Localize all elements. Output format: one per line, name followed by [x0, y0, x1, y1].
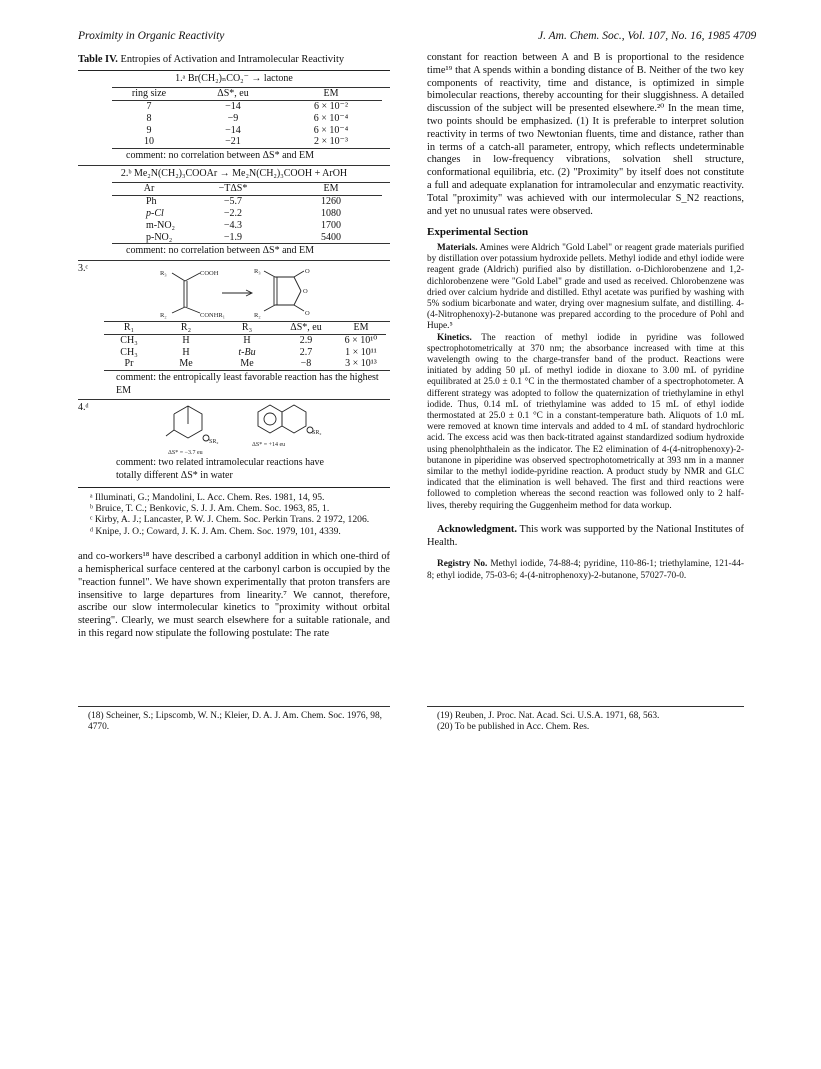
- acknowledgment-head: Acknowledgment.: [437, 523, 517, 535]
- cell: −1.9: [223, 231, 243, 243]
- left-column: [78, 52, 390, 641]
- footnote-20: (20) To be published in Acc. Chem. Res.: [437, 722, 590, 733]
- cell: m-NO₂: [146, 219, 176, 231]
- cell: −14: [225, 100, 241, 112]
- table-header-row: [112, 88, 382, 100]
- cell: 10: [144, 136, 154, 148]
- col-header: Ar: [143, 183, 155, 195]
- cell: H: [182, 334, 190, 346]
- sr2-label: SR₂: [312, 430, 322, 437]
- footnote-18: (18) Scheiner, S.; Lipscomb, W. N.; Kleier, D. A. J. Am. Chem. Soc. 1976, 98, 4770.: [88, 711, 383, 733]
- table-row: [112, 220, 382, 232]
- section4: [78, 400, 390, 484]
- section-heading: Experimental Section: [427, 226, 529, 239]
- table-row: [104, 358, 386, 370]
- section3-table: [104, 322, 386, 370]
- cell: Ph: [146, 196, 157, 208]
- table-footnote: ᵃ Illuminati, G.; Mandolini, L. Acc. Chem. Res. 1981, 14, 95.: [90, 491, 325, 503]
- carbonyl-o-label: O: [305, 267, 310, 275]
- right-column: [427, 52, 744, 582]
- carbonyl-o-label: O: [305, 309, 310, 317]
- r3-label: R₃: [254, 267, 261, 275]
- col-header: EM: [323, 183, 339, 195]
- r2-label: R₂: [160, 311, 167, 319]
- table-row: [112, 208, 382, 220]
- running-head-journal: J. Am. Chem. Soc., Vol. 107, No. 16, 1985 4709: [538, 30, 757, 42]
- cell: t-Bu: [238, 346, 256, 358]
- table-label: Table IV.: [78, 54, 118, 65]
- r2-label: R₂: [254, 311, 261, 319]
- running-head-title: Proximity in Organic Reactivity: [78, 30, 225, 42]
- table-header-row: [112, 183, 382, 195]
- table-row: [112, 232, 382, 244]
- cell: 6 × 10⁻²: [314, 100, 348, 112]
- cooh-label: COOH: [200, 269, 219, 277]
- cell: p-NO₂: [146, 231, 173, 243]
- cell: 1080: [321, 207, 341, 219]
- body-paragraph-right: constant for reaction between A and B is proportional to the residence time¹⁹ that A spends within a bonding distance of B. Neither of the two key components of reactivity, time and distance, is optimized in simple bimolecular reactions, thereby accounting for their sluggishness. A detailed discussion of the subject will be presented elsewhere.²⁰ In the mean time, two points should be emphasized. (1) It is preferable to interpret solution reactivity in terms of two Newtonian fluents, time and distance, rather than in terms of a catch-all parameter, entropy, which reflects undeterminable changes in low-frequency vibrations, solvation shell structure, conformational equilibria, etc. (2) "Proximity" by itself does not constitute a full and adequate explanation for intramolecular and enzymatic reactivity. Total "proximity" was achieved with our intermolecular S_N2 reactions, and yet no unusual rates were observed.: [427, 52, 744, 217]
- cell: −9: [227, 112, 239, 124]
- cell: 1260: [321, 196, 341, 208]
- section2-comment: comment: no correlation between ΔS* and EM: [126, 245, 315, 257]
- materials-text: Amines were Aldrich "Gold Label" or reagent grade materials purified by distillation over potassium hydroxide pellets. Methyl iodide and ethyl iodide were reagent grade (Aldrich) purified also by distillation. o-Dichlorobenzene and 1,2-dichlorobenzene were "Gold Label" grade and used as received. Chlorobenzene was dried over calcium hydride and distilled. Ethyl acetate was purified by washing with 5% sodium bicarbonate and water, drying over magnesium sulfate, and distilling. 4-(4-Nitrophenoxy)-2-butanone was prepared according to the procedure of Pohl and Hupe.⁵: [427, 242, 744, 332]
- cell: −14: [225, 124, 241, 136]
- cell: CH₃: [120, 346, 138, 358]
- cell: −8: [300, 358, 312, 370]
- acknowledgment-text: This work was supported by the National Institutes of Health.: [427, 523, 744, 548]
- cell: 7: [146, 100, 152, 112]
- cell: 2.7: [299, 346, 313, 358]
- section1-reaction: 1.ᵃ Br(CH₂)ₙCO₂⁻ → lactone: [175, 72, 293, 84]
- cell: 6 × 10¹⁰: [344, 334, 378, 346]
- registry-text: Methyl iodide, 74-88-4; pyridine, 110-86-1; triethylamine, 121-44-8; ethyl iodide, 75-03-6; 4-(4-nitrophenoxy)-2-butanone, 57027-70-0.: [427, 559, 744, 581]
- col-header: ring size: [131, 88, 167, 100]
- table-row: [112, 125, 382, 137]
- table-footnote: ᵈ Knipe, J. O.; Coward, J. K. J. Am. Chem. Soc. 1979, 101, 4339.: [90, 525, 341, 537]
- footnote-right: [427, 706, 744, 734]
- col-header: ΔS*, eu: [217, 88, 249, 100]
- col-header: EM: [353, 321, 369, 333]
- section3-number: 3.ᶜ: [78, 262, 89, 274]
- table-footnote: ᵇ Bruice, T. C.; Benkovic, S. J. J. Am. Chem. Soc. 1963, 85, 1.: [90, 502, 330, 514]
- table-footnote: ᶜ Kirby, A. J.; Lancaster, P. W. J. Chem. Soc. Perkin Trans. 2 1972, 1206.: [90, 514, 370, 526]
- cell: Me: [240, 358, 254, 370]
- kinetics-head: Kinetics.: [437, 332, 472, 343]
- section2-reaction: 2.ᵇ Me₂N(CH₂)₃COOAr → Me₂N(CH₂)₃COOH + ArOH: [120, 167, 348, 179]
- r3-label: R₃: [160, 269, 167, 277]
- table-caption: Entropies of Activation and Intramolecular Reactivity: [120, 54, 345, 65]
- registry-head: Registry No.: [437, 559, 488, 570]
- cell: Pr: [124, 358, 134, 370]
- kinetics-text: The reaction of methyl iodide in pyridine was followed spectrophotometrically at 370 nm; the absorbance increased with time at this wavelength owing to the charge-transfer band of the product. Reactions were initiated by adding 50 μL of methyl iodide in dioxane to 3.00 mL of pyridine equilibrated at 25.0 ± 0.1 °C in the thermostated chamber of a spectrophotometer. A different strategy was adopted to follow the quaternization of triethylamine in ethyl iodide. Thus, 0.14 mL of triethylamine was added to 15 mL of ethyl iodide thermostated at 25.0 ± 0.1 °C in a constant-temperature bath. Aliquots of 1.0 mL were removed at known time intervals and added to 4 mL of standard hydrochloric acid. The excess acid was then back-titrated against standardized sodium hydroxide using phenolphthalein as the indicator. The E2 elimination of 4-(4-nitrophenoxy)-2-butanone in piperidine was observed spectrophotometrically at 393 nm in a manner similar to the methyl iodide-pyridine reaction. A product study by NMR and GLC indicated that the elimination is well behaved. The first and third reactions were followed to completion whereas the second reaction was followed only to 2 half-lives, thereby requiring the Guggenheim method for data workup.: [427, 332, 745, 511]
- col-header: EM: [323, 88, 339, 100]
- section3: [78, 261, 390, 399]
- cell: H: [243, 334, 251, 346]
- cell: Me: [179, 358, 193, 370]
- footnote-19: (19) Reuben, J. Proc. Nat. Acad. Sci. U.S.A. 1971, 68, 563.: [437, 711, 660, 721]
- materials-paragraph: [427, 243, 744, 333]
- section1-table: [112, 88, 382, 148]
- section4-number: 4.ᵈ: [78, 402, 89, 414]
- cell: −5.7: [223, 196, 243, 208]
- cell: −4.3: [223, 219, 243, 231]
- conhr-label: CONHR₁: [200, 311, 226, 319]
- ring-oxygen-label: O: [303, 287, 308, 295]
- cell: 1700: [321, 219, 341, 231]
- sr2-label: SR₂: [209, 439, 219, 446]
- entropy-label-left: ΔS* = −3.7 eu: [168, 450, 203, 457]
- footnote-left: [78, 706, 390, 734]
- section1-comment: comment: no correlation between ΔS* and EM: [126, 150, 315, 162]
- kinetics-paragraph: [427, 333, 744, 512]
- col-header: R₃: [241, 321, 253, 333]
- section2-table: [112, 183, 382, 243]
- cell: −2.2: [223, 207, 243, 219]
- cell: 6 × 10⁻⁴: [313, 124, 349, 136]
- materials-head: Materials.: [437, 242, 478, 253]
- cell: 9: [146, 124, 152, 136]
- cell: 1 × 10¹¹: [345, 346, 377, 358]
- cell: 2.9: [299, 334, 313, 346]
- cell: 5400: [321, 231, 341, 243]
- cell: 6 × 10⁻⁴: [313, 112, 349, 124]
- col-header: R₁: [123, 321, 135, 333]
- col-header: −TΔS*: [218, 183, 248, 195]
- table-row: [104, 335, 386, 347]
- col-header: ΔS*, eu: [290, 321, 322, 333]
- cell: 3 × 10¹³: [345, 358, 377, 370]
- registry-paragraph: [427, 559, 744, 581]
- section3-comment: comment: the entropically least favorable reaction has the highest EM: [116, 372, 379, 396]
- cell: −21: [225, 136, 241, 148]
- cell: CH₃: [120, 334, 138, 346]
- table-row: [104, 347, 386, 359]
- entropy-label-right: ΔS* = +14 eu: [252, 442, 286, 449]
- section4-comment: comment: two related intramolecular reactions have totally different ΔS* in water: [116, 457, 324, 481]
- table-row: [112, 196, 382, 208]
- table-row: [112, 113, 382, 125]
- col-header: R₂: [180, 321, 192, 333]
- cell: p-Cl: [146, 207, 164, 219]
- table-title: [78, 54, 390, 67]
- cell: 2 × 10⁻³: [314, 136, 348, 148]
- section3-structure-diagram: [104, 263, 374, 321]
- cell: H: [182, 346, 190, 358]
- table-row: [112, 101, 382, 113]
- acknowledgment-paragraph: [427, 524, 744, 550]
- table-row: [112, 136, 382, 148]
- body-paragraph-left: and co-workers¹⁸ have described a carbonyl addition in which one-third of a hemispherical surface centered at the carbonyl carbon is occupied by the "reaction funnel". We have shown experimentally that proton transfers are insensitive to large departures from linearity.⁷ We cannot, therefore, ascribe our slow intermolecular kinetics to "proximity without orbital steering". Clearly, we must search elsewhere for a suitable rationale, and in this regard now stipulate the following postulate: The rate: [78, 551, 390, 639]
- cell: 8: [146, 112, 152, 124]
- section4-structure-diagram: [104, 400, 364, 456]
- table-header-row: [104, 322, 386, 334]
